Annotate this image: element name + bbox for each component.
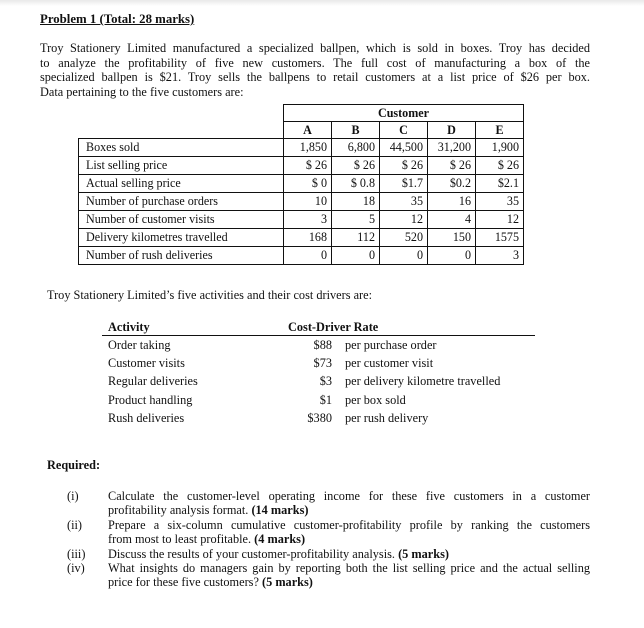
item-marks: (5 marks) bbox=[262, 575, 313, 590]
item-marks: (4 marks) bbox=[254, 532, 306, 547]
intro-line: Troy Stationery Limited manufactured a specialized ballpen, which is sold in boxes. Troy has decided bbox=[40, 41, 590, 55]
cell: 31,200 bbox=[428, 139, 476, 157]
customer-group-header: Customer bbox=[284, 105, 524, 122]
activity-table bbox=[102, 320, 535, 427]
problem-title: Problem 1 (Total: 28 marks) bbox=[40, 12, 195, 26]
activity-name: Regular deliveries bbox=[108, 374, 198, 389]
table-row bbox=[79, 139, 524, 157]
row-label: List selling price bbox=[79, 157, 284, 175]
cell: 6,800 bbox=[332, 139, 380, 157]
activity-driver: per rush delivery bbox=[345, 410, 429, 425]
cell: 0 bbox=[428, 247, 476, 265]
activity-row bbox=[102, 354, 535, 372]
cell: 150 bbox=[428, 229, 476, 247]
activity-rate: $1 bbox=[319, 392, 332, 407]
cell: $ 26 bbox=[332, 157, 380, 175]
cell: 12 bbox=[476, 211, 524, 229]
customer-columns-row bbox=[79, 122, 524, 139]
row-label: Number of purchase orders bbox=[79, 193, 284, 211]
top-edge-shadow bbox=[0, 0, 644, 6]
activity-driver: per customer visit bbox=[345, 356, 434, 371]
intro-line: specialized ballpen is $21. Troy sells the ballpens to retail customers at a list price of $26 per box. bbox=[40, 70, 590, 85]
column-header-d: D bbox=[428, 122, 476, 139]
item-text-line: Prepare a six-column cumulative customer-profitability profile by ranking the customers bbox=[108, 517, 590, 532]
item-number: (i) bbox=[67, 489, 79, 503]
column-header-e: E bbox=[476, 122, 524, 139]
cell: 44,500 bbox=[380, 139, 428, 157]
cell: 0 bbox=[332, 247, 380, 265]
cell: $ 26 bbox=[380, 157, 428, 175]
activity-rate: $73 bbox=[313, 356, 332, 371]
activity-row bbox=[102, 336, 535, 354]
table-row bbox=[79, 247, 524, 265]
item-text-line: Discuss the results of your customer-profitability analysis. bbox=[108, 546, 395, 561]
activity-table-header bbox=[102, 320, 535, 336]
cell: 0 bbox=[284, 247, 332, 265]
cell: $ 26 bbox=[476, 157, 524, 175]
cell: 10 bbox=[284, 193, 332, 211]
required-item bbox=[0, 547, 644, 561]
item-number: (iii) bbox=[67, 546, 86, 561]
column-header-b: B bbox=[332, 122, 380, 139]
cell: 112 bbox=[332, 229, 380, 247]
required-heading: Required: bbox=[47, 458, 101, 472]
row-label: Delivery kilometres travelled bbox=[79, 229, 284, 247]
cell: 12 bbox=[380, 211, 428, 229]
cell: $ 26 bbox=[428, 157, 476, 175]
column-header-a: A bbox=[284, 122, 332, 139]
row-label: Number of customer visits bbox=[79, 211, 284, 229]
activity-row bbox=[102, 409, 535, 427]
cell: 0 bbox=[380, 247, 428, 265]
intro-line: to analyze the profitability of five new customers. The full cost of manufacturing a box of the bbox=[40, 55, 590, 70]
intro-line: Data pertaining to the five customers are: bbox=[40, 84, 244, 99]
required-item bbox=[0, 518, 644, 547]
required-items bbox=[0, 489, 644, 590]
rate-header: Cost-Driver Rate bbox=[288, 320, 379, 334]
table-row bbox=[79, 193, 524, 211]
activity-rate: $88 bbox=[313, 338, 332, 352]
cell: $2.1 bbox=[476, 175, 524, 193]
cell: 18 bbox=[332, 193, 380, 211]
cell: 3 bbox=[284, 211, 332, 229]
cell: 35 bbox=[476, 193, 524, 211]
cell: $ 26 bbox=[284, 157, 332, 175]
row-label: Boxes sold bbox=[79, 139, 284, 157]
cell: $ 0.8 bbox=[332, 175, 380, 193]
activity-rate: $3 bbox=[319, 374, 332, 389]
cell: 1,900 bbox=[476, 139, 524, 157]
intro-paragraph bbox=[40, 41, 590, 99]
row-label: Number of rush deliveries bbox=[79, 247, 284, 265]
cell: 520 bbox=[380, 229, 428, 247]
item-text-line: What insights do managers gain by reporting both the list selling price and the actual selling bbox=[108, 561, 590, 576]
item-number: (iv) bbox=[67, 561, 85, 576]
cell: 1575 bbox=[476, 229, 524, 247]
activity-driver: per box sold bbox=[345, 392, 406, 407]
table-row bbox=[79, 211, 524, 229]
activity-name: Order taking bbox=[108, 338, 171, 352]
cell: $0.2 bbox=[428, 175, 476, 193]
cell: 5 bbox=[332, 211, 380, 229]
activity-rate: $380 bbox=[307, 410, 332, 425]
item-marks: (5 marks) bbox=[398, 546, 449, 561]
table-row bbox=[79, 229, 524, 247]
cell: $ 0 bbox=[284, 175, 332, 193]
item-text-line: Calculate the customer-level operating income for these five customers in a customer bbox=[108, 489, 590, 503]
activity-name: Customer visits bbox=[108, 356, 185, 371]
activity-driver: per delivery kilometre travelled bbox=[345, 374, 501, 389]
cell: 35 bbox=[380, 193, 428, 211]
customer-data-table bbox=[78, 104, 524, 265]
item-text-line: from most to least profitable. bbox=[108, 532, 252, 547]
activity-driver: per purchase order bbox=[345, 338, 437, 352]
item-marks: (14 marks) bbox=[251, 503, 309, 518]
required-item bbox=[0, 489, 644, 518]
row-label: Actual selling price bbox=[79, 175, 284, 193]
column-header-c: C bbox=[380, 122, 428, 139]
item-text-line: price for these five customers? bbox=[108, 575, 259, 590]
cell: 16 bbox=[428, 193, 476, 211]
required-item bbox=[0, 561, 644, 590]
activity-row bbox=[102, 391, 535, 409]
item-text-line: profitability analysis format. bbox=[108, 503, 249, 518]
item-number: (ii) bbox=[67, 517, 83, 532]
activity-name: Product handling bbox=[108, 392, 193, 407]
activity-header: Activity bbox=[108, 320, 150, 334]
cell: 168 bbox=[284, 229, 332, 247]
table-row bbox=[79, 157, 524, 175]
table-row bbox=[79, 175, 524, 193]
cell: 4 bbox=[428, 211, 476, 229]
activities-intro: Troy Stationery Limited’s five activities and their cost drivers are: bbox=[47, 288, 372, 302]
customer-group-header-row bbox=[79, 105, 524, 122]
cell: $1.7 bbox=[380, 175, 428, 193]
activity-name: Rush deliveries bbox=[108, 410, 185, 425]
cell: 3 bbox=[476, 247, 524, 265]
activity-row bbox=[102, 372, 535, 390]
cell: 1,850 bbox=[284, 139, 332, 157]
